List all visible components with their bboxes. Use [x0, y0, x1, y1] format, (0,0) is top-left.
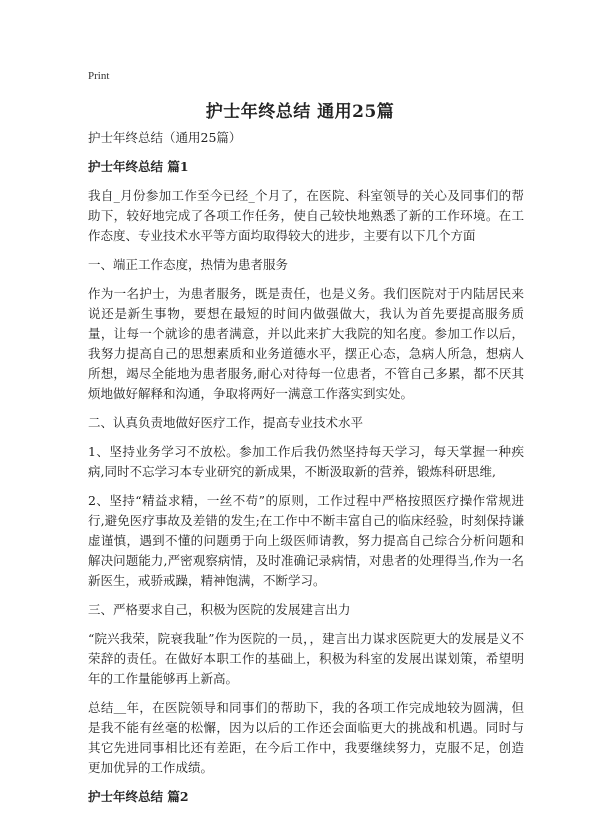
paragraph: 总结＿年，在医院领导和同事们的帮助下，我的各项工作完成地较为圆满，但是我不能有丝毫的松懈，因为以后的工作还会面临更大的挑战和机遇。同时与其它先进同事相比还有差距，在今后工作中，我要继续努力，克服不足，创造更加优异的工作成绩。: [88, 700, 524, 775]
page-title: 护士年终总结 通用25篇: [205, 102, 395, 122]
document-body: [88, 128, 524, 816]
subsection-heading: 三、严格要求自己，积极为医院的发展建言出力: [88, 602, 351, 617]
paragraph: “院兴我荣，院衰我耻”作为医院的一员，，建言出力谋求医院更大的发展是义不荣辞的责任。在做好本职工作的基础上，积极为科室的发展出谋划策，希望明年的工作量能够再上新高。: [88, 631, 524, 686]
paragraph: 2、坚持“精益求精，一丝不苟”的原则，工作过程中严格按照医疗操作常规进行,避免医疗事故及差错的发生;在工作中不断丰富自己的临床经验，时刻保持谦虚谨慎，遇到不懂的问题勇于向上级医师请教，努力提高自己综合分析问题和解决问题能力,严密观察病情，及时准确记录病情，对患者的处理得当,作为一名新医生，戒骄戒躁，精神饱满，不断学习。: [88, 493, 524, 588]
document-subtitle: 护士年终总结（通用25篇）: [88, 130, 242, 145]
subsection-heading: 二、认真负责地做好医疗工作，提高专业技术水平: [88, 415, 364, 430]
paragraph: 我自_月份参加工作至今已经_个月了，在医院、科室领导的关心及同事们的帮助下，较好地完成了各项工作任务，使自己较快地熟悉了新的工作环境。在工作态度、专业技术水平等方面均取得较大的进步，主要有以下几个方面: [88, 188, 524, 243]
section-heading: 护士年终总结 篇1: [88, 159, 189, 174]
print-link[interactable]: Print: [88, 70, 110, 82]
paragraph: 1、坚持业务学习不放松。参加工作后我仍然坚持每天学习，每天掌握一种疾病,同时不忘学习本专业研究的新成果，不断汲取新的营养，锻炼科研思维,: [88, 444, 524, 479]
section-heading: 护士年终总结 篇2: [88, 789, 189, 804]
paragraph: 作为一名护士，为患者服务，既是责任，也是义务。我们医院对于内陆居民来说还是新生事物，要想在最短的时间内做强做大，我认为首先要提高服务质量，让每一个就诊的患者满意，并以此来扩大我院的知名度。参加工作以后，我努力提高自己的思想素质和业务道德水平，摆正心态，急病人所急，想病人所想，竭尽全能地为患者服务,耐心对待每一位患者，不管自己多累，都不厌其烦地做好解释和沟通，争取将两好一满意工作落实到实处。: [88, 286, 524, 401]
subsection-heading: 一、端正工作态度，热情为患者服务: [88, 257, 289, 272]
